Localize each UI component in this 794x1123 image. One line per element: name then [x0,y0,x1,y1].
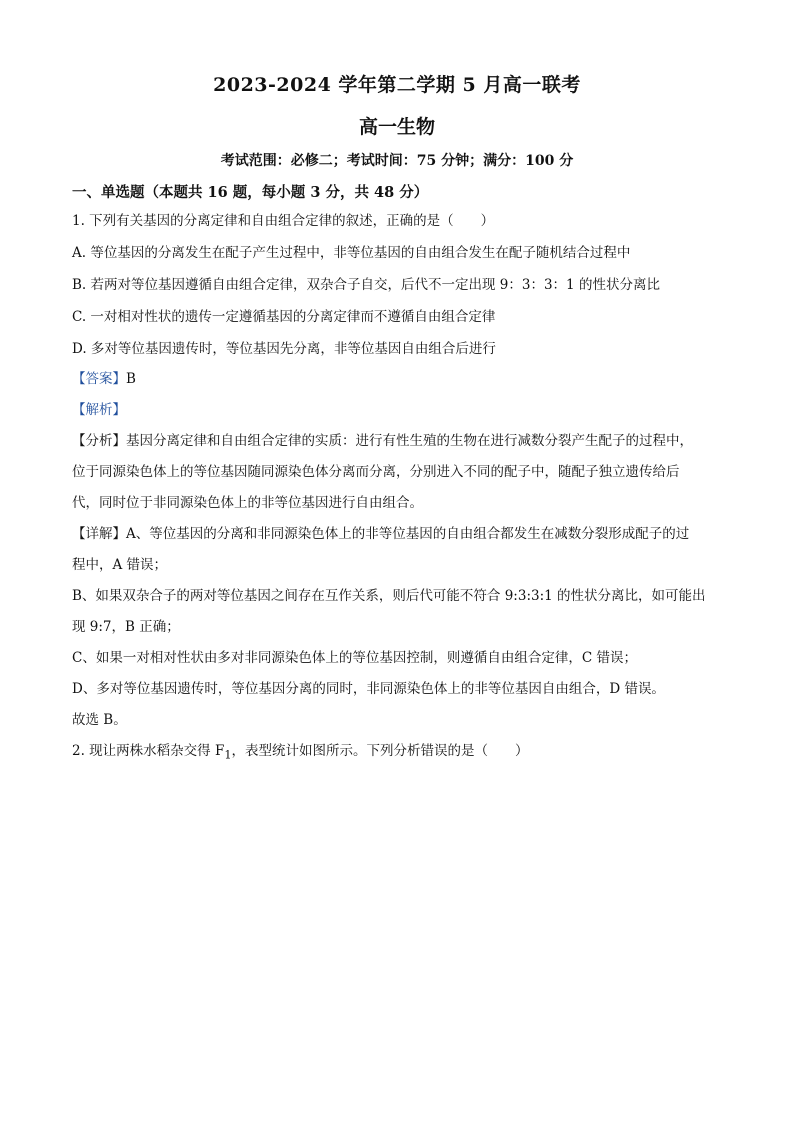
subject-title: 高一生物 [358,116,435,138]
q2-stem-subscript: 1 [224,748,232,762]
section-heading: 一、单选题（本题共 16 题，每小题 3 分，共 48 分） [72,184,429,201]
xiangjie-text-1: A、等位基因的分离和非同源染色体上的非等位基因的自由组合都发生在减数分裂形成配子的过 [126,526,690,542]
fenxi-tag: 【分析】 [72,433,126,449]
option-d: D. 多对等位基因遗传时，等位基因先分离，非等位基因自由组合后进行 [72,341,496,357]
answer-value: B [126,371,136,387]
xiangjie-text-6: D、多对等位基因遗传时，等位基因分离的同时，非同源染色体上的非等位基因自由组合，D 错误。 [72,681,665,697]
q2-stem-before: 2. 现让两株水稻杂交得 F [72,743,225,759]
xiangjie-text-2: 程中，A 错误； [72,557,168,573]
answer-tag: 【答案】 [72,371,126,387]
fenxi-text-2: 位于同源染色体上的等位基因随同源染色体分离而分离，分别进入不同的配子中，随配子独立遗传给后 [72,464,680,480]
xiangjie-text-5: C、如果一对相对性状由多对非同源染色体上的等位基因控制，则遵循自由组合定律，C 错误； [72,650,637,666]
option-c: C. 一对相对性状的遗传一定遵循基因的分离定律而不遵循自由组合定律 [72,309,496,325]
xiangjie-tag: 【详解】 [72,526,126,542]
analysis-line [72,400,722,420]
option-a: A. 等位基因的分离发生在配子产生过程中，非等位基因的自由组合发生在配子随机结合过程中 [72,245,631,261]
analysis-tag: 【解析】 [72,402,126,418]
fenxi-text-1: 基因分离定律和自由组合定律的实质：进行有性生殖的生物在进行减数分裂产生配子的过程中， [126,433,693,449]
xiangjie-text-3: B、如果双杂合子的两对等位基因之间存在互作关系，则后代可能不符合 9:3:3:1 的性状分离比，如可能出 [72,588,706,604]
answer-line [72,369,722,389]
option-b: B. 若两对等位基因遵循自由组合定律，双杂合子自交，后代不一定出现 9：3：3：1 的性状分离比 [72,277,660,293]
xiangjie-line-1 [72,524,722,544]
q2-stem-after: ，表型统计如图所示。下列分析错误的是（ ） [231,743,529,759]
fenxi-line-1 [72,431,722,451]
question-2-stem [72,741,722,766]
exam-info: 考试范围：必修二；考试时间：75 分钟；满分：100 分 [220,153,574,169]
exam-title: 2023-2024 学年第二学期 5 月高一联考 [213,74,581,96]
xiangjie-text-4: 现 9:7，B 正确； [72,619,180,635]
question-1-stem: 1. 下列有关基因的分离定律和自由组合定律的叙述，正确的是（ ） [72,213,495,229]
xiangjie-text-7: 故选 B。 [72,712,127,728]
fenxi-text-3: 代，同时位于非同源染色体上的非等位基因进行自由组合。 [72,495,423,511]
